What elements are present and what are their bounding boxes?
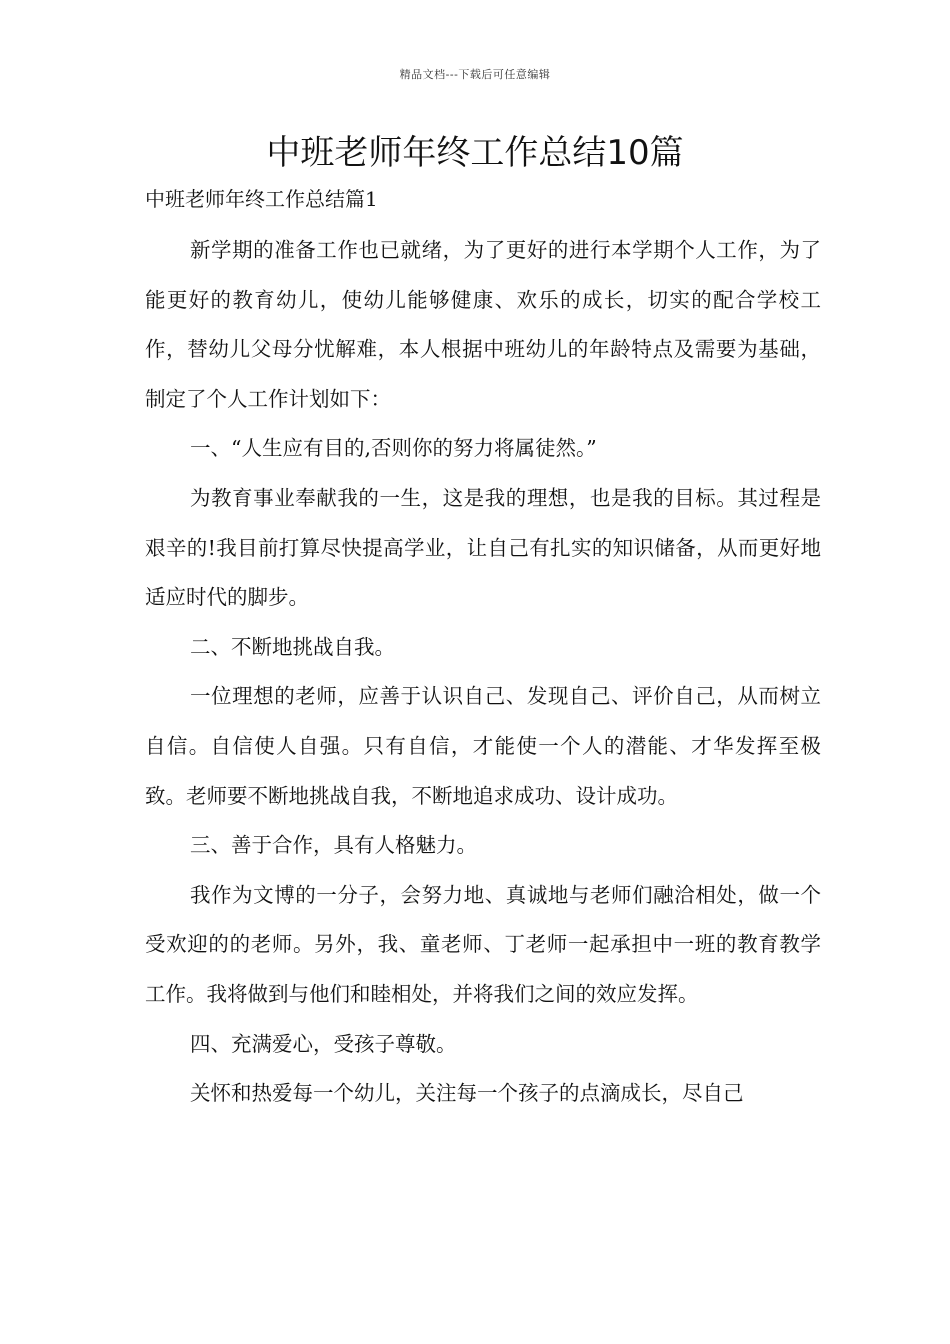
paragraph: 我作为文博的一分子，会努力地、真诚地与老师们融洽相处，做一个受欢迎的的老师。另外，我、童老师、丁老师一起承担中一班的教育教学工作。我将做到与他们和睦相处，并将我们之间的效应发挥。 — [145, 882, 821, 1006]
document-title: 中班老师年终工作总结10篇 — [266, 133, 684, 173]
section-heading: 四、充满爱心，受孩子尊敬。 — [190, 1031, 457, 1056]
header-note: 精品文档---下载后可任意编辑 — [399, 68, 551, 81]
section-heading: 一、“人生应有目的,否则你的努力将属徒然。” — [190, 436, 597, 461]
section-heading: 三、善于合作，具有人格魅力。 — [190, 833, 477, 858]
section-heading: 二、不断地挑战自我。 — [190, 634, 395, 659]
paragraph: 一位理想的老师，应善于认识自己、发现自己、评价自己，从而树立自信。自信使人自强。只有自信，才能使一个人的潜能、才华发挥至极致。老师要不断地挑战自我，不断地追求成功、设计成功。 — [145, 684, 821, 808]
paragraph: 关怀和热爱每一个幼儿，关注每一个孩子的点滴成长，尽自己 — [190, 1081, 744, 1106]
document-body — [145, 226, 821, 1119]
section-subtitle: 中班老师年终工作总结篇1 — [145, 187, 378, 211]
paragraph: 新学期的准备工作也已就绪，为了更好的进行本学期个人工作，为了能更好的教育幼儿，使幼儿能够健康、欢乐的成长，切实的配合学校工作，替幼儿父母分忧解难，本人根据中班幼儿的年龄特点及需要为基础，制定了个人工作计划如下： — [145, 238, 821, 411]
paragraph: 为教育事业奉献我的一生，这是我的理想，也是我的目标。其过程是艰辛的!我目前打算尽快提高学业，让自己有扎实的知识储备，从而更好地适应时代的脚步。 — [145, 485, 821, 610]
